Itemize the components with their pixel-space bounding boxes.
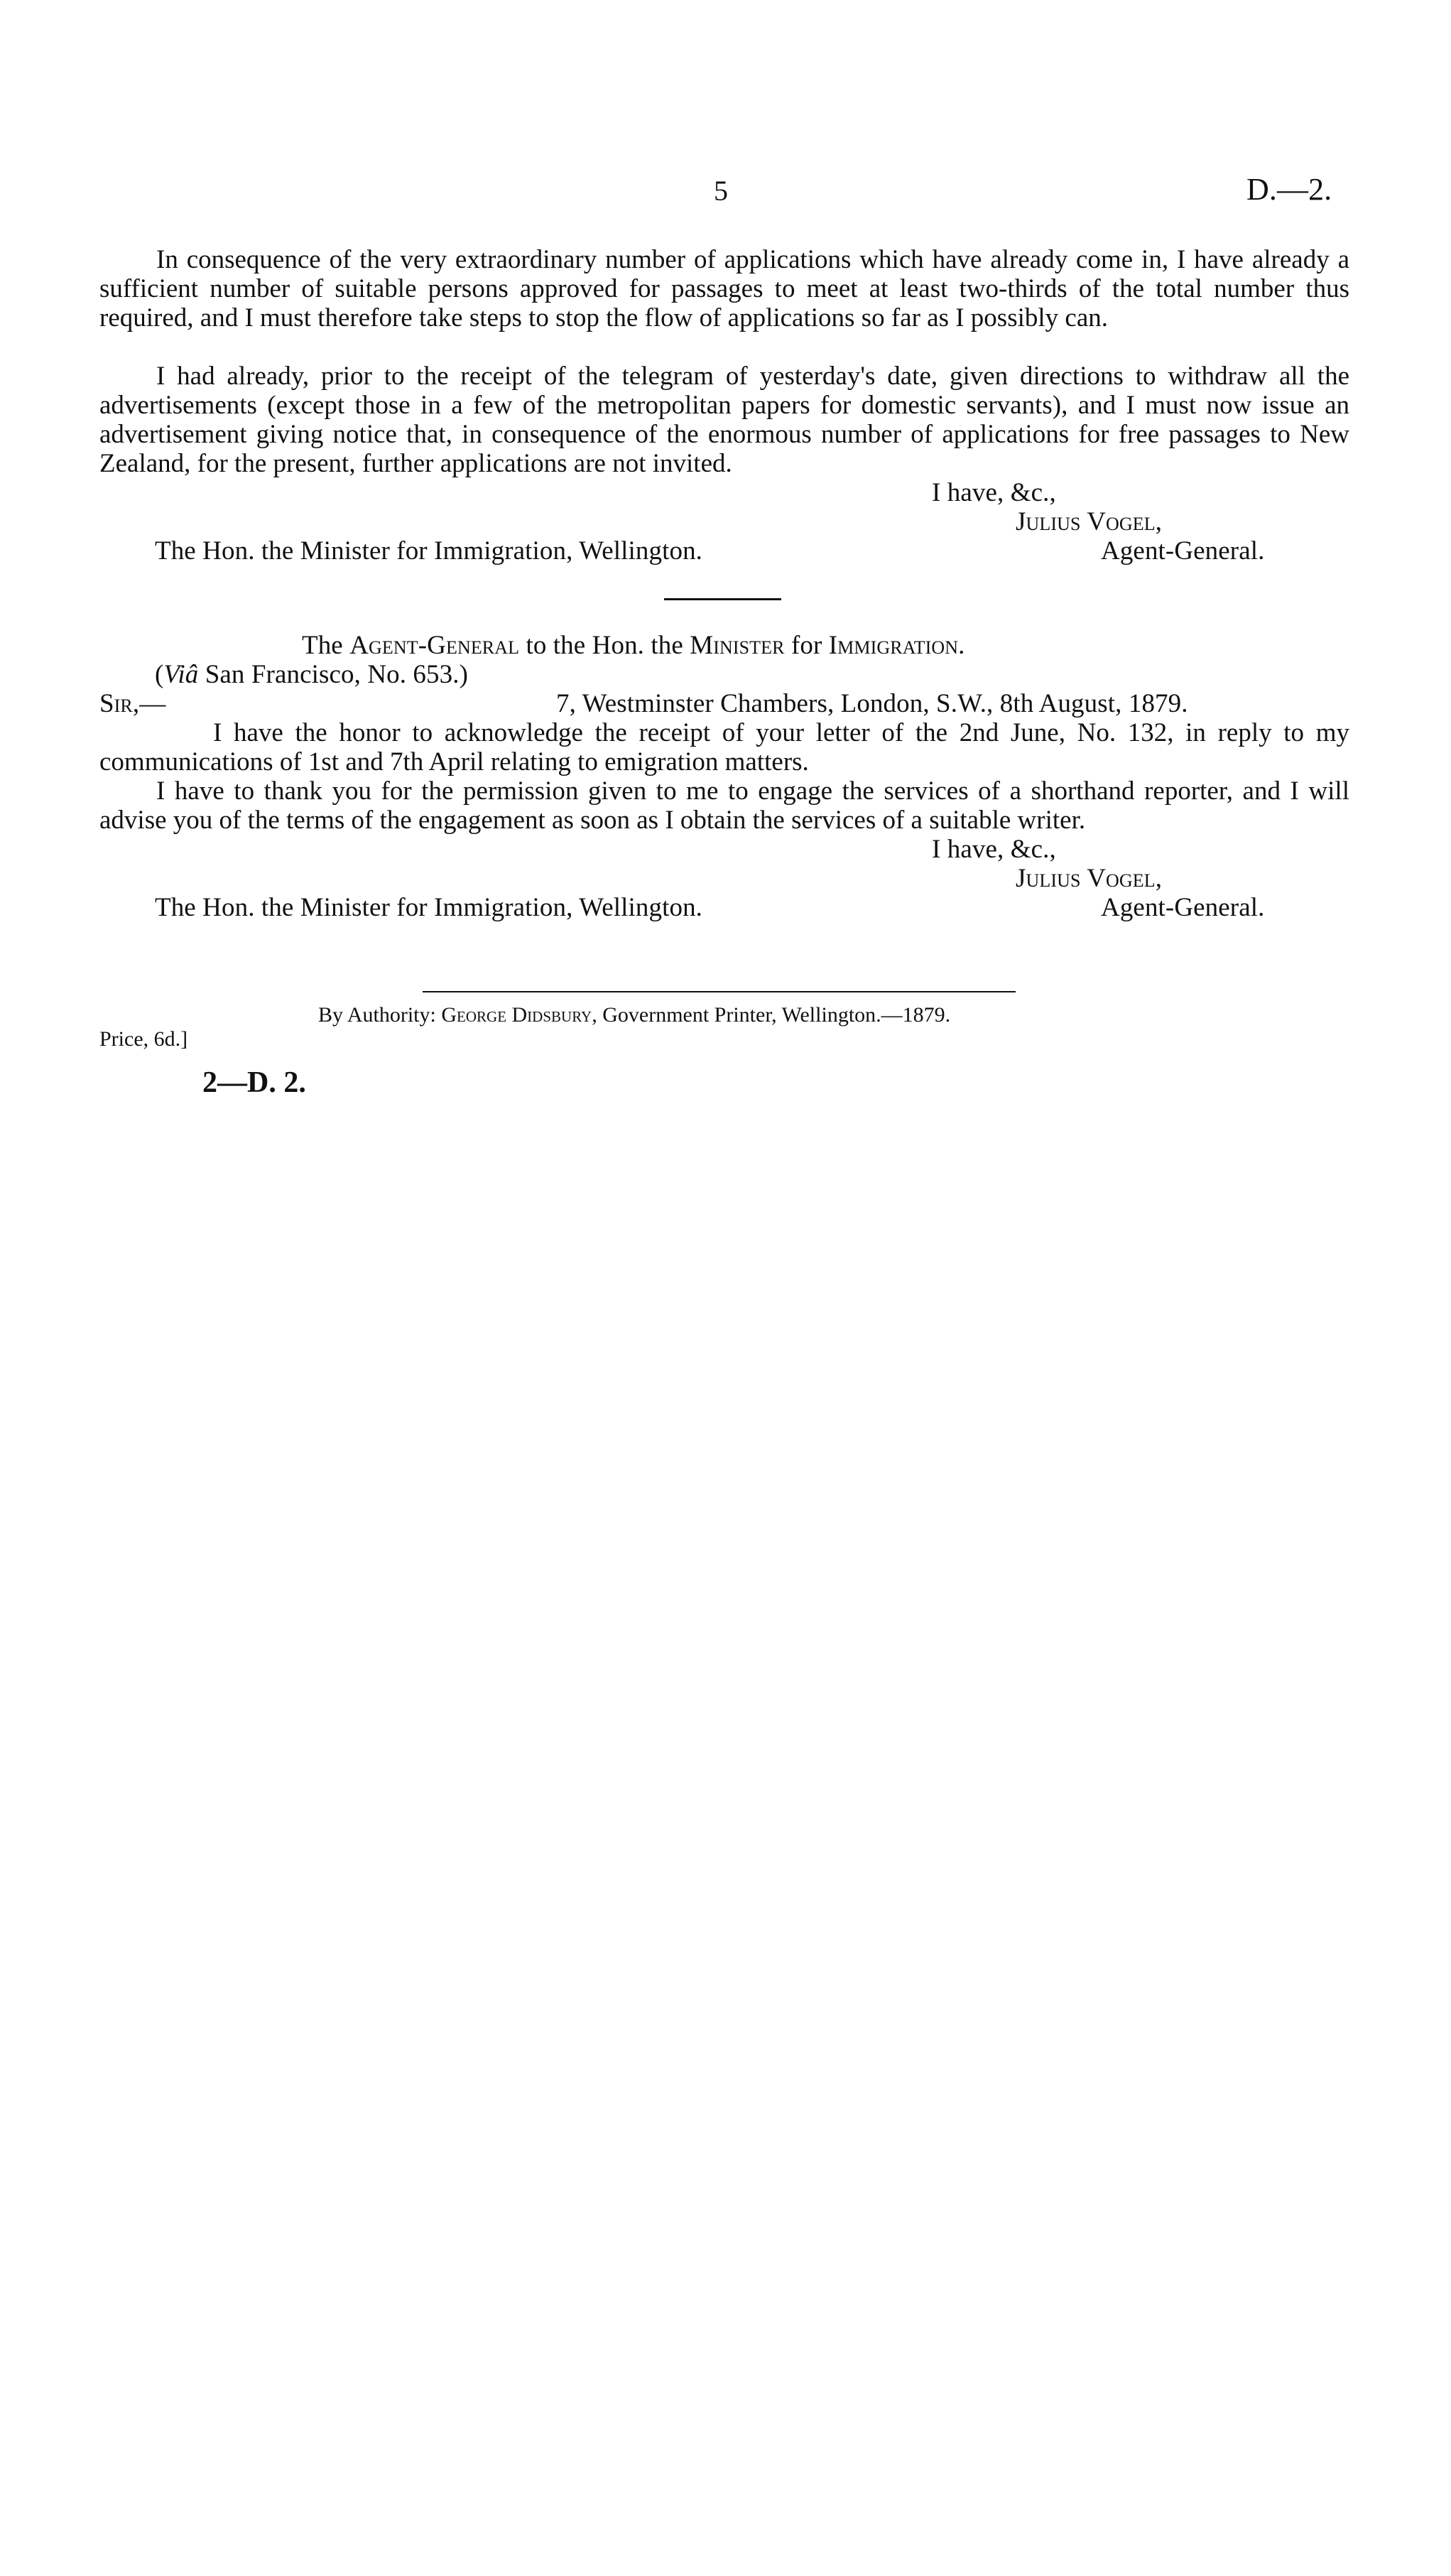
- letter2-heading: [302, 631, 965, 660]
- imprint-printer-name: George Didsbury,: [441, 1003, 597, 1027]
- heading-middle: to the Hon. the: [526, 631, 683, 660]
- letter2-addressee: The Hon. the Minister for Immigration, Wellington.: [155, 893, 703, 922]
- price-label: Price, 6d.]: [99, 1027, 188, 1051]
- printer-imprint: [318, 1002, 950, 1028]
- letter2-address-date: 7, Westminster Chambers, London, S.W., 8th August, 1879.: [556, 689, 1188, 718]
- via-italic: Viâ: [163, 660, 199, 689]
- imprint-rest: Government Printer, Wellington.—1879.: [602, 1003, 951, 1027]
- letter2-paragraph-1: I have the honor to acknowledge the receipt of your letter of the 2nd June, No. 132, in reply to my communications of 1st and 7th April relating to emigration matters.: [99, 718, 1349, 776]
- letter1-title: Agent-General.: [1101, 536, 1265, 565]
- section-divider: [664, 598, 781, 600]
- letter1-paragraph-1: In consequence of the very extraordinary number of applications which have already come in, I have already a sufficient number of suitable persons approved for passages to meet at least two-thirds of the total number thus required, and I must therefore take steps to stop the flow of applications so far as I possibly can.: [99, 245, 1349, 332]
- paper-reference: D.—2.: [1246, 172, 1332, 207]
- footer-rule: [423, 991, 1016, 992]
- heading-minister: Minister: [690, 631, 785, 660]
- letter2-signature: Julius Vogel,: [1016, 864, 1163, 893]
- letter1-paragraph-2: I had already, prior to the receipt of the telegram of yesterday's date, given directions to withdraw all the advertisements (except those in a few of the metropolitan papers for domestic servants), and I must now issue an advertisement giving notice that, in consequence of the enormous number of applications for free passages to New Zealand, for the present, further applications are not invited.: [99, 362, 1349, 478]
- letter1-addressee: The Hon. the Minister for Immigration, Wellington.: [155, 536, 703, 565]
- letter2-salutation: Sir,—: [99, 689, 166, 718]
- letter2-title: Agent-General.: [1101, 893, 1265, 922]
- signature-mark: 2—D. 2.: [202, 1066, 306, 1099]
- heading-for: for: [790, 631, 822, 660]
- via-rest: San Francisco, No. 653.): [205, 660, 469, 689]
- letter2-via: (Viâ San Francisco, No. 653.): [155, 660, 469, 689]
- letter2-closing: I have, &c.,: [932, 835, 1056, 864]
- letter2-paragraph-2: I have to thank you for the permission given to me to engage the services of a shorthand reporter, and I will advise you of the terms of the engagement as soon as I obtain the services of a suitable writer.: [99, 776, 1349, 835]
- heading-agent-general: Agent-General: [349, 631, 520, 660]
- page-number: 5: [714, 175, 729, 207]
- letter1-signature: Julius Vogel,: [1016, 507, 1163, 536]
- heading-immigration: Immigration.: [828, 631, 965, 660]
- letter1-closing: I have, &c.,: [932, 478, 1056, 507]
- heading-the: The: [302, 631, 343, 660]
- imprint-prefix: By Authority:: [318, 1003, 436, 1027]
